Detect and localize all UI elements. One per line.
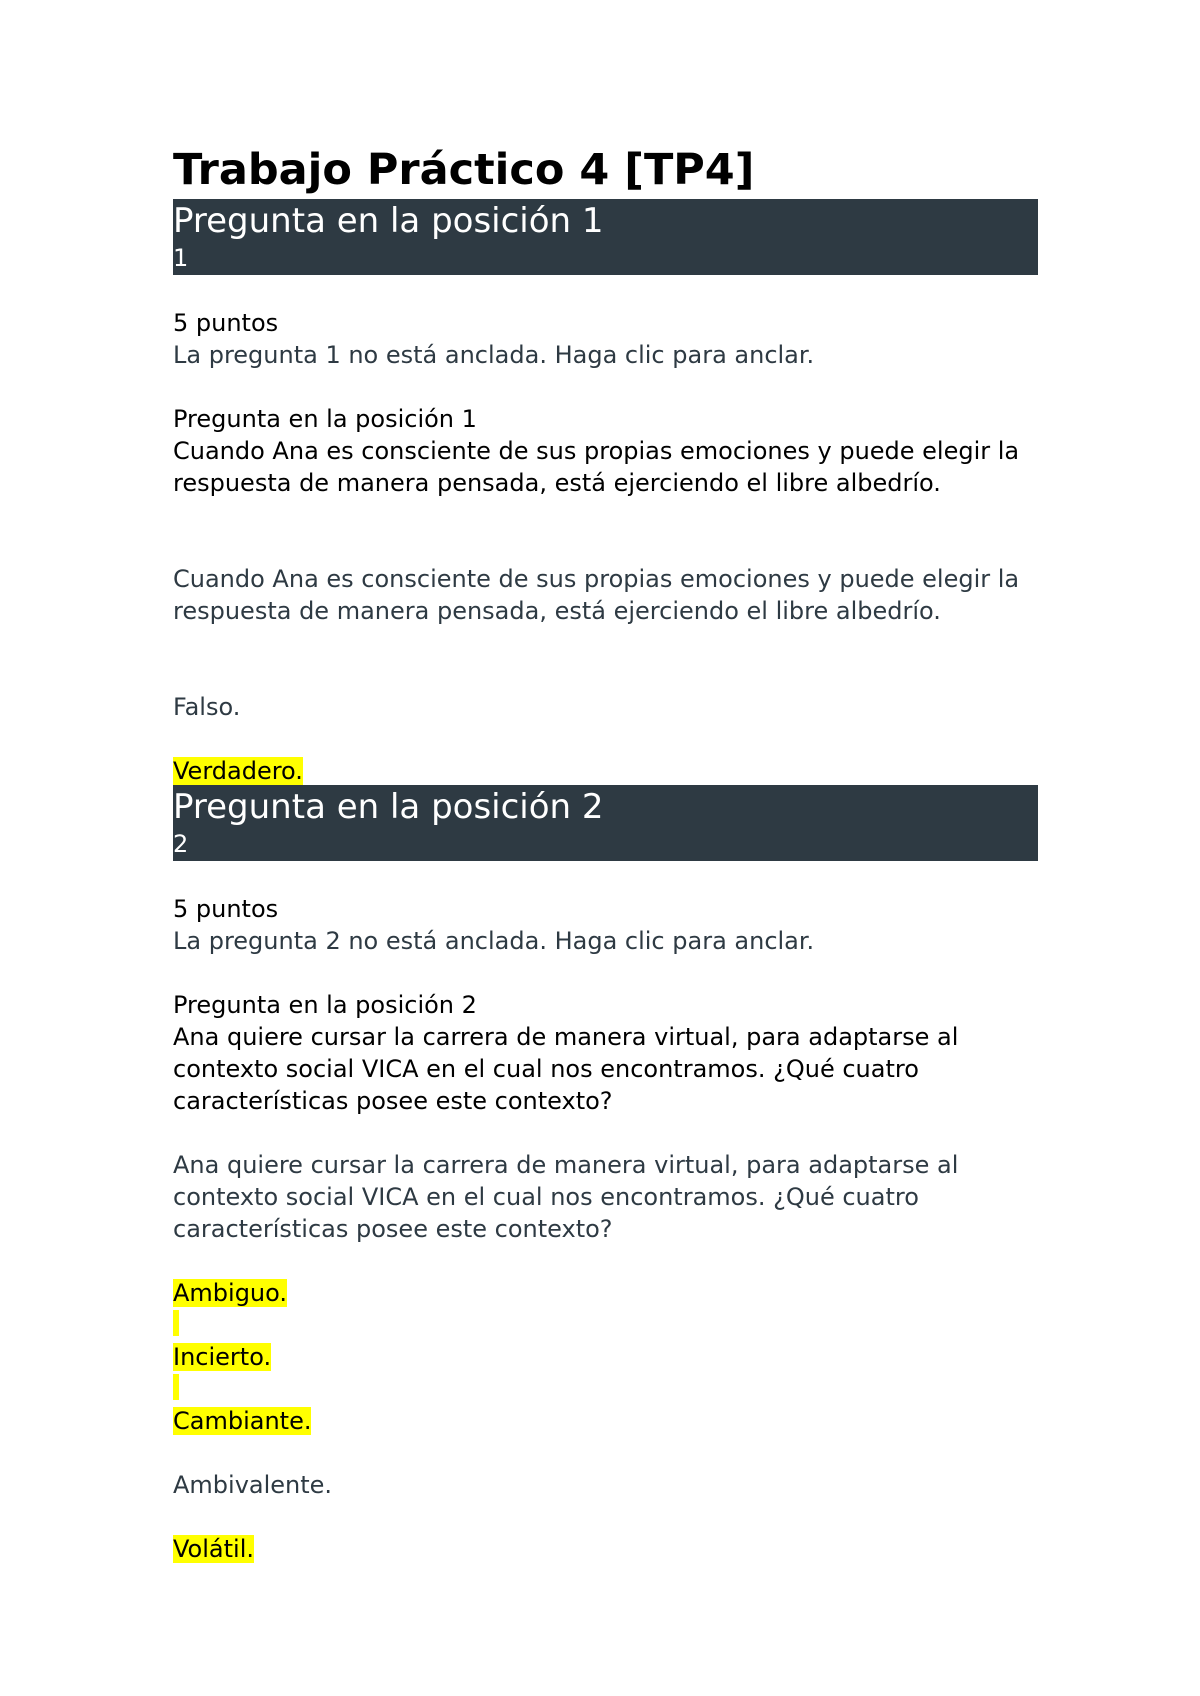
question-1-header-title: Pregunta en la posición 1 [173,201,604,241]
question-1-prompt: Cuando Ana es consciente de sus propias emociones y puede elegir la respuesta de manera pensada, está ejerciendo el libre albedrío. [173,437,1020,497]
question-2-position-label: Pregunta en la posición 2 [173,991,477,1019]
question-2-prompt-repeat: Ana quiere cursar la carrera de manera virtual, para adaptarse al contexto social VICA en el cual nos encontramos. ¿Qué cuatro características posee este contexto? [173,1151,959,1243]
question-2-option-volatil[interactable] [173,1533,254,1565]
question-2-option-incierto-label: Incierto. [173,1343,272,1371]
question-2-header-number: 2 [173,830,189,858]
highlight-connector [173,1374,179,1400]
question-1-position-label: Pregunta en la posición 1 [173,405,477,433]
question-1-header [173,199,1038,275]
question-2-header-title: Pregunta en la posición 2 [173,787,604,827]
question-2-anchor-link[interactable]: La pregunta 2 no está anclada. Haga clic para anclar. [173,927,815,955]
question-2-option-ambiguo-label: Ambiguo. [173,1279,288,1307]
question-1-option-verdadero-label: Verdadero. [173,757,303,785]
question-1-anchor-link[interactable]: La pregunta 1 no está anclada. Haga clic para anclar. [173,341,815,369]
question-1-header-number: 1 [173,244,189,272]
question-2-option-ambivalente[interactable]: Ambivalente. [173,1471,333,1499]
document-title: Trabajo Práctico 4 [TP4] [173,145,755,195]
question-2-option-cambiante-label: Cambiante. [173,1407,312,1435]
question-2-option-cambiante[interactable] [173,1405,311,1437]
question-1-option-falso[interactable]: Falso. [173,693,241,721]
question-2-option-incierto[interactable] [173,1341,271,1373]
question-2-header [173,785,1038,861]
question-1-points: 5 puntos [173,309,279,337]
highlight-connector [173,1310,179,1336]
question-2-option-ambiguo[interactable] [173,1277,287,1309]
question-1-option-verdadero[interactable] [173,755,303,787]
question-2-option-volatil-label: Volátil. [173,1535,254,1563]
question-2-prompt: Ana quiere cursar la carrera de manera virtual, para adaptarse al contexto social VICA en el cual nos encontramos. ¿Qué cuatro características posee este contexto? [173,1023,959,1115]
question-1-prompt-repeat: Cuando Ana es consciente de sus propias emociones y puede elegir la respuesta de manera pensada, está ejerciendo el libre albedrío. [173,565,1020,625]
question-2-points: 5 puntos [173,895,279,923]
